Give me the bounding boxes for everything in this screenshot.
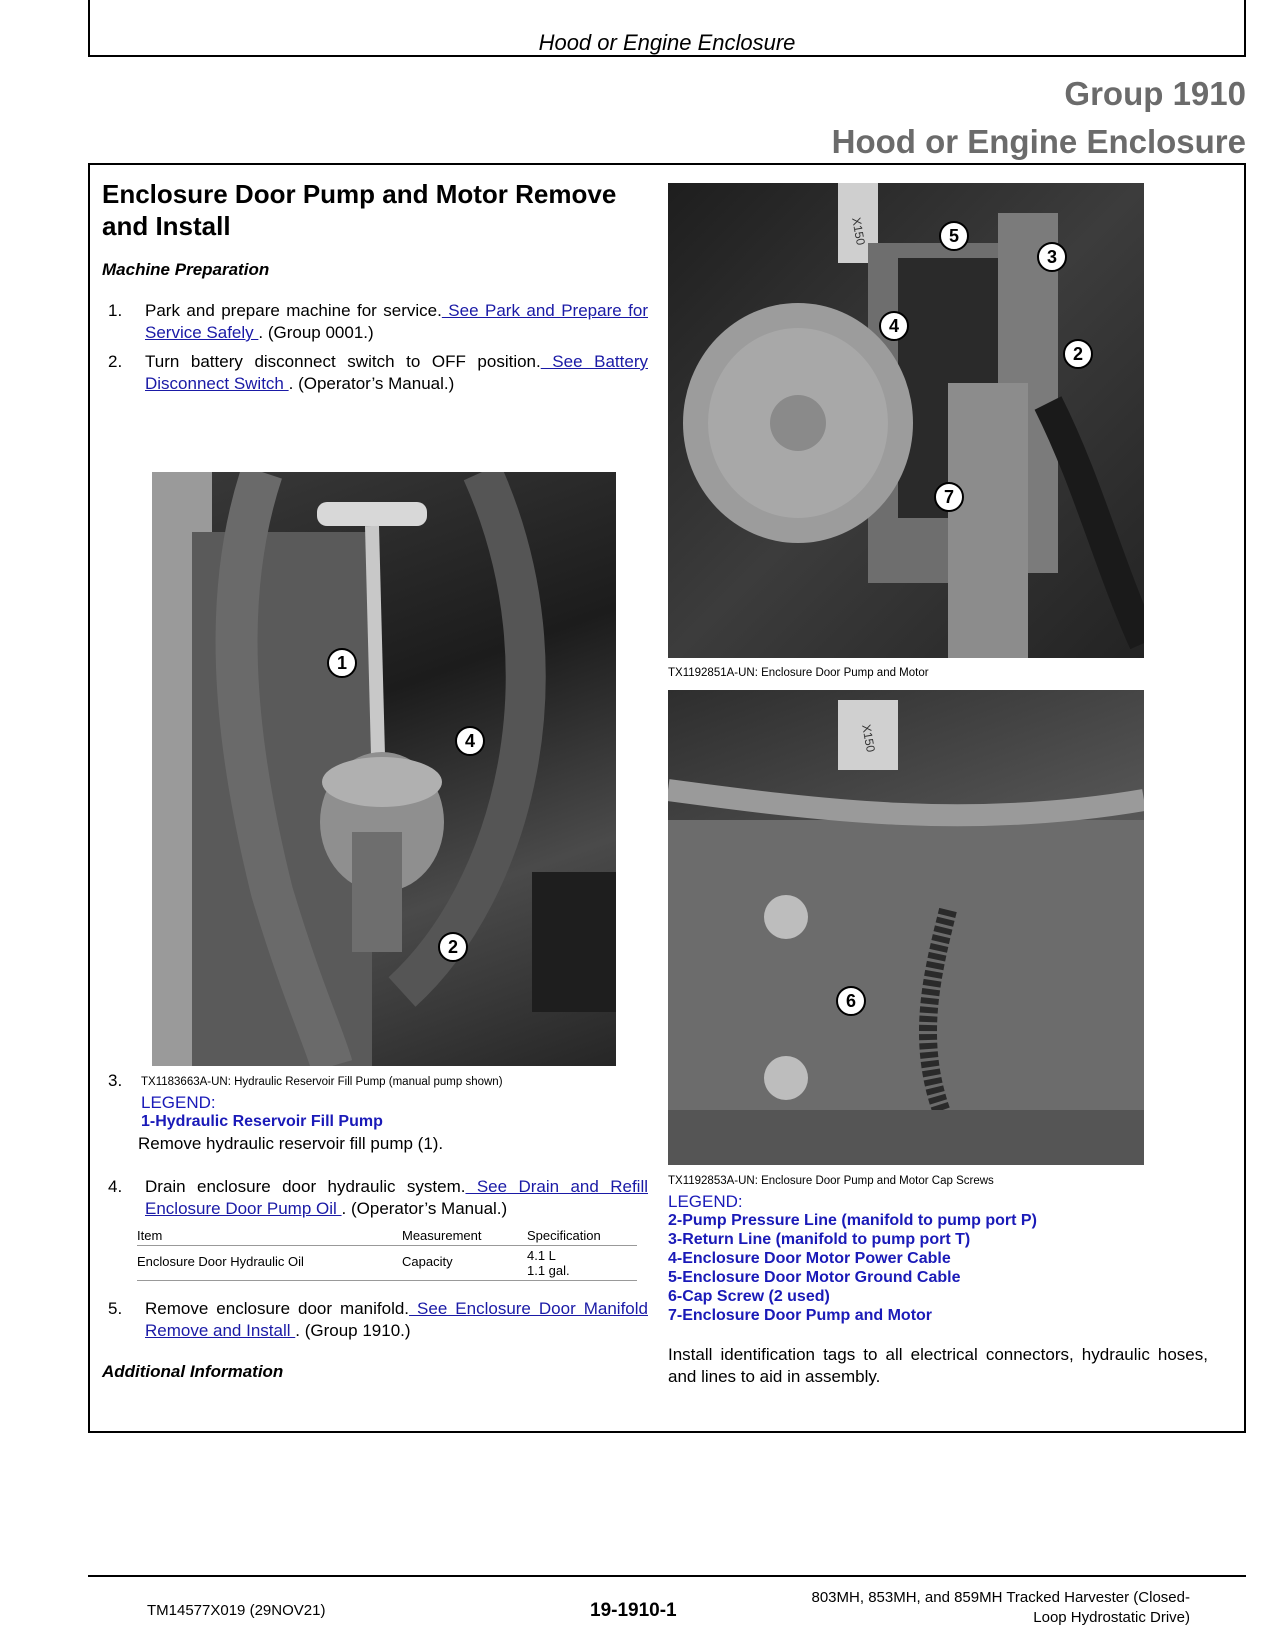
fill-pump-legend <box>141 1093 383 1131</box>
cell-measurement: Capacity <box>402 1246 527 1281</box>
cap-screws-photo <box>668 690 1144 1165</box>
machine-preparation-heading: Machine Preparation <box>102 260 270 279</box>
callout-5: 5 <box>939 221 969 251</box>
step-suffix: . (Group 1910.) <box>295 1321 411 1340</box>
step-text: Turn battery disconnect switch to OFF position. <box>145 352 541 371</box>
callout-4: 4 <box>455 726 485 756</box>
pump-motor-illustration <box>668 183 1144 658</box>
legend-heading: LEGEND: <box>668 1192 743 1211</box>
footer-rule <box>88 1575 1246 1577</box>
table-row <box>137 1246 637 1281</box>
callout-2: 2 <box>438 932 468 962</box>
col-header-item: Item <box>137 1226 402 1246</box>
group-heading <box>832 70 1246 166</box>
callout-4: 4 <box>879 311 909 341</box>
drain-refill-link[interactable]: See Drain and Refill Enclosure Door Pump Oil <box>145 1177 648 1218</box>
step-number: 4. <box>108 1177 123 1196</box>
group-label: Group 1910 <box>1064 75 1246 112</box>
section-title <box>102 178 658 242</box>
tag-label: X150 <box>849 216 868 247</box>
step-text: Park and prepare machine for service. <box>145 301 442 320</box>
park-prepare-link[interactable]: See Park and Prepare for Service Safely <box>145 301 648 342</box>
legend-item: 4-Enclosure Door Motor Power Cable <box>668 1250 951 1267</box>
tag-label: X150 <box>859 723 878 754</box>
legend-item: 7-Enclosure Door Pump and Motor <box>668 1307 933 1324</box>
battery-disconnect-link[interactable]: See Battery Disconnect Switch <box>145 352 648 393</box>
fill-pump-caption: TX1183663A-UN: Hydraulic Reservoir Fill Pump (manual pump shown) <box>141 1076 503 1088</box>
spec-metric: 4.1 L <box>527 1248 556 1263</box>
col-header-specification: Specification <box>527 1226 637 1246</box>
legend-item: 2-Pump Pressure Line (manifold to pump port P) <box>668 1212 1037 1229</box>
footer-product-line2: Loop Hydrostatic Drive) <box>1033 1609 1190 1626</box>
section-title-line2: and Install <box>102 211 231 241</box>
fill-pump-illustration <box>152 472 616 1066</box>
pump-motor-photo <box>668 183 1144 658</box>
pump-motor-caption: TX1192851A-UN: Enclosure Door Pump and Motor <box>668 667 929 679</box>
group-title: Hood or Engine Enclosure <box>831 123 1246 160</box>
legend-item: 5-Enclosure Door Motor Ground Cable <box>668 1269 961 1286</box>
footer-page-number: 19-1910-1 <box>590 1600 677 1621</box>
legend-item: 1-Hydraulic Reservoir Fill Pump <box>141 1113 383 1130</box>
footer-product <box>760 1588 1190 1628</box>
spec-table <box>137 1226 637 1281</box>
footer-doc-id: TM14577X019 (29NOV21) <box>147 1602 326 1619</box>
cap-screws-illustration <box>668 690 1144 1165</box>
step-text: Remove enclosure door manifold. <box>145 1299 410 1318</box>
install-note: Install identification tags to all electrical connectors, hydraulic hoses, and lines to aid in assembly. <box>668 1345 1208 1386</box>
step-suffix: . (Operator’s Manual.) <box>341 1199 508 1218</box>
fill-pump-photo <box>152 472 616 1066</box>
step-3-text: Remove hydraulic reservoir fill pump (1). <box>138 1134 444 1153</box>
additional-information-heading: Additional Information <box>102 1362 284 1381</box>
running-header: Hood or Engine Enclosure <box>538 30 796 55</box>
step-number: 1. <box>108 301 123 320</box>
footer-product-line1: 803MH, 853MH, and 859MH Tracked Harvester (Closed- <box>811 1589 1190 1606</box>
callout-7: 7 <box>934 482 964 512</box>
col-header-measurement: Measurement <box>402 1226 527 1246</box>
step-suffix: . (Operator’s Manual.) <box>288 374 455 393</box>
cell-item: Enclosure Door Hydraulic Oil <box>137 1246 402 1281</box>
cap-screws-caption: TX1192853A-UN: Enclosure Door Pump and Motor Cap Screws <box>668 1175 994 1187</box>
manifold-link[interactable]: See Enclosure Door Manifold Remove and Install <box>145 1299 648 1340</box>
legend-item: 6-Cap Screw (2 used) <box>668 1288 830 1305</box>
legend-item: 3-Return Line (manifold to pump port T) <box>668 1231 971 1248</box>
step-number: 5. <box>108 1299 123 1318</box>
step-text: Drain enclosure door hydraulic system. <box>145 1177 466 1196</box>
section-title-line1: Enclosure Door Pump and Motor Remove <box>102 179 617 209</box>
step-3-number: 3. <box>108 1071 123 1090</box>
spec-imperial: 1.1 gal. <box>527 1263 570 1278</box>
step-number: 2. <box>108 352 123 371</box>
cell-specification <box>527 1246 637 1281</box>
callout-2: 2 <box>1063 339 1093 369</box>
callout-3: 3 <box>1037 242 1067 272</box>
pump-motor-legend <box>668 1192 1037 1325</box>
legend-heading: LEGEND: <box>141 1093 216 1112</box>
step-suffix: . (Group 0001.) <box>258 323 374 342</box>
callout-1: 1 <box>327 648 357 678</box>
callout-6: 6 <box>836 986 866 1016</box>
